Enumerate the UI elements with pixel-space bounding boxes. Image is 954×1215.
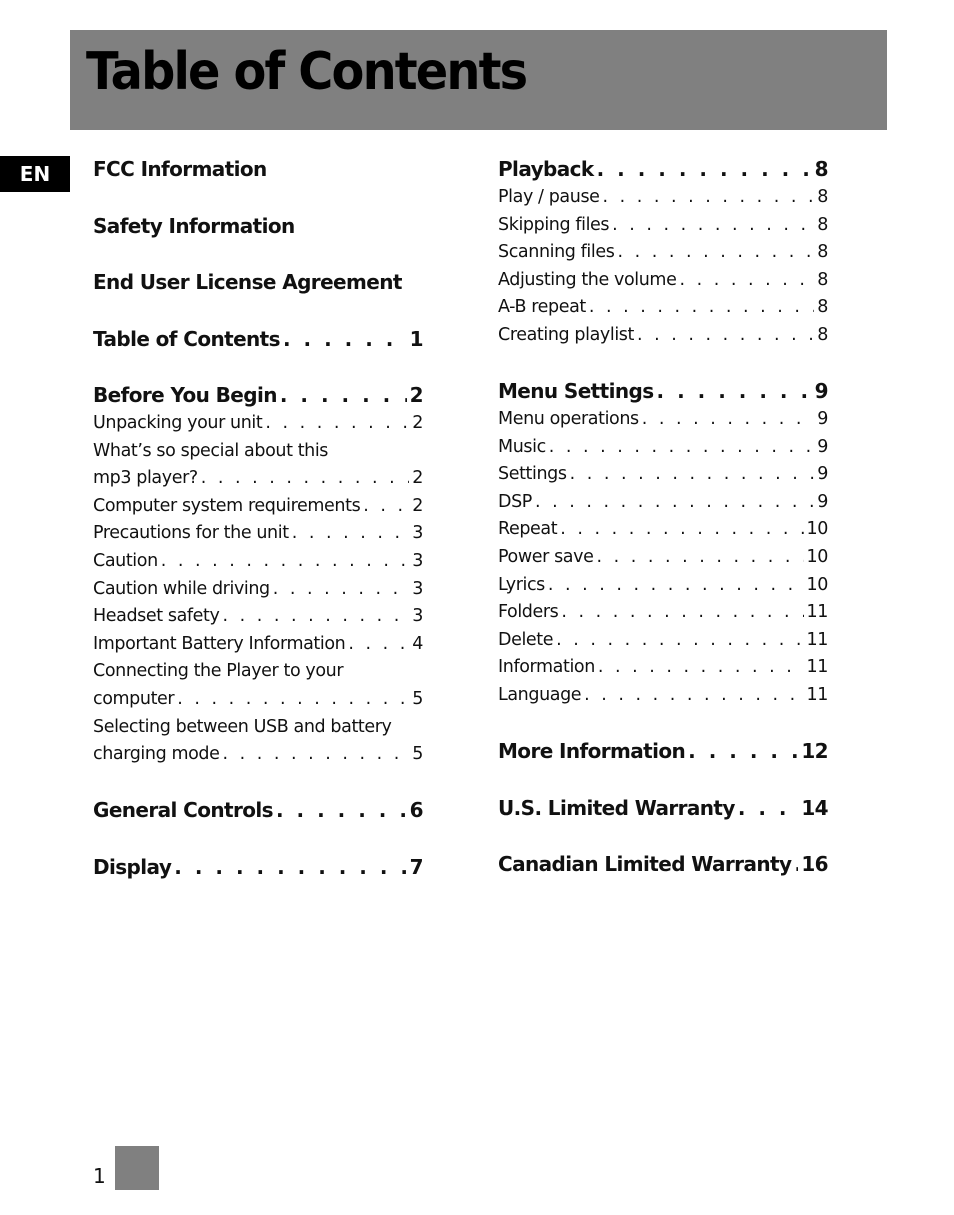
toc-entry[interactable] — [498, 572, 828, 600]
toc-heading[interactable] — [93, 154, 423, 184]
toc-entry-page-number: 8 — [817, 242, 828, 263]
toc-entry-page-number: 8 — [817, 269, 828, 290]
dot-leader — [161, 548, 410, 576]
toc-heading-text: Display — [93, 854, 172, 879]
toc-entry[interactable] — [498, 294, 828, 322]
toc-heading[interactable] — [498, 849, 828, 879]
language-tab: EN — [0, 156, 70, 192]
dot-leader — [201, 465, 410, 493]
dot-leader — [794, 849, 798, 879]
toc-entry-text: Language — [498, 685, 582, 705]
toc-entry-text: Skipping files — [498, 214, 610, 235]
toc-section — [93, 267, 423, 297]
toc-entry-page-number: 3 — [412, 578, 423, 599]
toc-entry-page-number: 11 — [806, 629, 828, 650]
dot-leader — [174, 852, 406, 882]
toc-entry[interactable] — [498, 489, 828, 517]
toc-section — [498, 736, 828, 766]
toc-heading-page-number: 1 — [409, 326, 423, 351]
toc-section — [498, 154, 828, 350]
toc-entry-page-number: 9 — [817, 491, 828, 512]
toc-entry-page-number: 11 — [806, 602, 828, 623]
toc-heading-page-number: 9 — [814, 379, 828, 404]
toc-entry-text: mp3 player? — [93, 468, 198, 489]
toc-entry-text: Music — [498, 436, 546, 457]
toc-entry[interactable] — [498, 544, 828, 572]
dot-leader — [598, 654, 804, 682]
toc-heading[interactable] — [93, 267, 423, 297]
dot-leader — [657, 376, 812, 406]
toc-heading[interactable] — [498, 154, 828, 184]
toc-entry-page-number: 2 — [412, 468, 423, 489]
dot-leader — [276, 795, 407, 825]
toc-entry-page-number: 8 — [817, 187, 828, 207]
toc-entry-text: Unpacking your unit — [93, 413, 263, 433]
toc-entry[interactable] — [498, 239, 828, 267]
toc-heading-page-number: 8 — [814, 157, 828, 181]
toc-entry-text: Play / pause — [498, 187, 600, 207]
toc-entry[interactable] — [498, 434, 828, 462]
toc-entry-text: Scanning files — [498, 242, 615, 263]
toc-entry[interactable] — [498, 682, 828, 710]
toc-entry-page-number: 9 — [817, 409, 828, 430]
dot-leader — [570, 461, 815, 489]
toc-entry[interactable] — [93, 714, 423, 742]
dot-leader — [561, 599, 803, 627]
toc-entry-text: Repeat — [498, 519, 558, 540]
toc-section — [498, 376, 828, 710]
toc-section — [498, 849, 828, 879]
toc-entry[interactable] — [93, 686, 423, 714]
toc-entry-text: Power save — [498, 547, 594, 568]
dot-leader — [688, 736, 798, 766]
toc-heading-page-number: 7 — [409, 854, 423, 879]
toc-entry[interactable] — [498, 654, 828, 682]
toc-heading-text: Before You Begin — [93, 383, 277, 407]
toc-entry-page-number: 4 — [412, 633, 423, 654]
toc-heading[interactable] — [93, 211, 423, 241]
toc-entry-page-number: 3 — [412, 606, 423, 627]
toc-entry-text: charging mode — [93, 744, 220, 765]
toc-heading-page-number: 12 — [801, 739, 828, 764]
toc-section — [93, 211, 423, 241]
page-number: 1 — [93, 1164, 106, 1188]
toc-section — [93, 154, 423, 184]
toc-entry[interactable] — [498, 322, 828, 350]
toc-column-left — [93, 154, 423, 908]
toc-heading-text: Canadian Limited Warranty — [498, 852, 792, 877]
toc-entry[interactable] — [93, 438, 423, 466]
toc-entry-page-number: 11 — [806, 657, 828, 678]
footer-marker — [115, 1146, 159, 1190]
toc-entry-text: DSP — [498, 491, 532, 512]
toc-heading-text: Safety Information — [93, 213, 295, 238]
toc-section — [498, 793, 828, 823]
dot-leader — [535, 489, 814, 517]
toc-entry-page-number: 2 — [412, 413, 423, 433]
toc-entry-page-number: 9 — [817, 436, 828, 457]
toc-heading[interactable] — [93, 852, 423, 882]
toc-entry[interactable] — [498, 599, 828, 627]
toc-heading-page-number: 2 — [409, 383, 423, 407]
dot-leader — [617, 239, 814, 267]
toc-entry-text: Settings — [498, 464, 567, 485]
toc-heading-text: Playback — [498, 157, 594, 181]
toc-entry-text: Connecting the Player to your — [93, 661, 344, 682]
toc-section — [93, 324, 423, 354]
toc-entry[interactable] — [93, 576, 423, 604]
toc-entry-page-number: 10 — [806, 547, 828, 568]
toc-heading[interactable] — [498, 793, 828, 823]
toc-entry-text: Lyrics — [498, 574, 545, 595]
toc-entry[interactable] — [498, 516, 828, 544]
toc-entry-text: Folders — [498, 602, 559, 623]
toc-heading[interactable] — [93, 324, 423, 354]
toc-entry-text: Caution while driving — [93, 578, 270, 599]
dot-leader — [222, 603, 409, 631]
toc-entry-page-number: 3 — [412, 550, 423, 571]
dot-leader — [584, 682, 803, 710]
dot-leader — [589, 294, 814, 322]
toc-heading-text: Table of Contents — [93, 326, 280, 351]
toc-heading-text: More Information — [498, 739, 686, 764]
toc-entry-text: Information — [498, 657, 595, 678]
toc-entry[interactable] — [93, 520, 423, 548]
toc-entry-text: Selecting between USB and battery — [93, 716, 392, 737]
dot-leader — [265, 410, 409, 438]
toc-entry[interactable] — [498, 461, 828, 489]
toc-entry-page-number: 10 — [806, 519, 828, 540]
toc-entry[interactable] — [498, 267, 828, 295]
dot-leader — [642, 406, 815, 434]
toc-entry-text: Important Battery Information — [93, 633, 346, 654]
toc-heading-page-number: 6 — [409, 798, 423, 823]
toc-entry-page-number: 3 — [412, 523, 423, 544]
toc-entry[interactable] — [93, 741, 423, 769]
toc-entry-page-number: 2 — [412, 495, 423, 516]
dot-leader — [603, 184, 815, 212]
toc-heading-text: General Controls — [93, 798, 273, 823]
dot-leader — [560, 516, 803, 544]
toc-entry-text: Precautions for the unit — [93, 523, 289, 544]
toc-section — [93, 380, 423, 769]
dot-leader — [548, 572, 804, 600]
dot-leader — [283, 324, 407, 354]
toc-section — [93, 795, 423, 825]
dot-leader — [549, 434, 814, 462]
toc-entry-text: Caution — [93, 550, 158, 571]
dot-leader — [679, 267, 814, 295]
title-band — [70, 30, 887, 130]
toc-heading-text: Menu Settings — [498, 379, 654, 404]
toc-heading[interactable] — [498, 736, 828, 766]
toc-entry-page-number: 5 — [412, 688, 423, 709]
dot-leader — [556, 627, 803, 655]
dot-leader — [273, 576, 410, 604]
toc-entry[interactable] — [93, 410, 423, 438]
toc-entry[interactable] — [498, 212, 828, 240]
toc-entry[interactable] — [93, 548, 423, 576]
dot-leader — [637, 322, 814, 350]
dot-leader — [223, 741, 410, 769]
toc-heading-page-number: 16 — [801, 852, 828, 877]
dot-leader — [596, 544, 803, 572]
page-title: Table of Contents — [86, 42, 527, 102]
dot-leader — [363, 493, 409, 521]
toc-section — [93, 852, 423, 882]
toc-entry-text: Adjusting the volume — [498, 269, 677, 290]
toc-entry-text: What’s so special about this — [93, 440, 329, 461]
toc-entry[interactable] — [93, 658, 423, 686]
toc-entry[interactable] — [93, 603, 423, 631]
toc-heading[interactable] — [93, 380, 423, 410]
dot-leader — [597, 154, 812, 184]
toc-entry-text: Creating playlist — [498, 324, 634, 345]
toc-entry[interactable] — [498, 627, 828, 655]
toc-entry-page-number: 8 — [817, 324, 828, 345]
toc-entry-page-number: 8 — [817, 297, 828, 318]
toc-heading-page-number: 14 — [801, 795, 828, 820]
toc-heading-text: End User License Agreement — [93, 270, 402, 294]
toc-entry-text: Headset safety — [93, 606, 220, 627]
toc-entry-text: computer — [93, 688, 175, 709]
toc-entry-text: Menu operations — [498, 409, 639, 430]
toc-entry-page-number: 8 — [817, 214, 828, 235]
dot-leader — [292, 520, 410, 548]
toc-heading[interactable] — [93, 795, 423, 825]
dot-leader — [348, 631, 409, 659]
toc-column-right — [498, 154, 828, 906]
toc-entry-text: A-B repeat — [498, 297, 586, 318]
toc-entry-text: Computer system requirements — [93, 495, 361, 516]
toc-entry-page-number: 11 — [806, 685, 828, 705]
toc-entry[interactable] — [93, 465, 423, 493]
dot-leader — [280, 380, 407, 410]
toc-entry[interactable] — [498, 406, 828, 434]
dot-leader — [738, 793, 799, 823]
toc-heading-text: FCC Information — [93, 157, 267, 181]
toc-entry-page-number: 10 — [806, 574, 828, 595]
toc-heading-text: U.S. Limited Warranty — [498, 795, 735, 820]
toc-entry-text: Delete — [498, 629, 554, 650]
dot-leader — [177, 686, 409, 714]
toc-entry[interactable] — [93, 631, 423, 659]
toc-entry[interactable] — [93, 493, 423, 521]
dot-leader — [612, 212, 814, 240]
toc-entry-page-number: 5 — [412, 744, 423, 765]
toc-entry[interactable] — [498, 184, 828, 212]
toc-entry-page-number: 9 — [817, 464, 828, 485]
toc-heading[interactable] — [498, 376, 828, 406]
